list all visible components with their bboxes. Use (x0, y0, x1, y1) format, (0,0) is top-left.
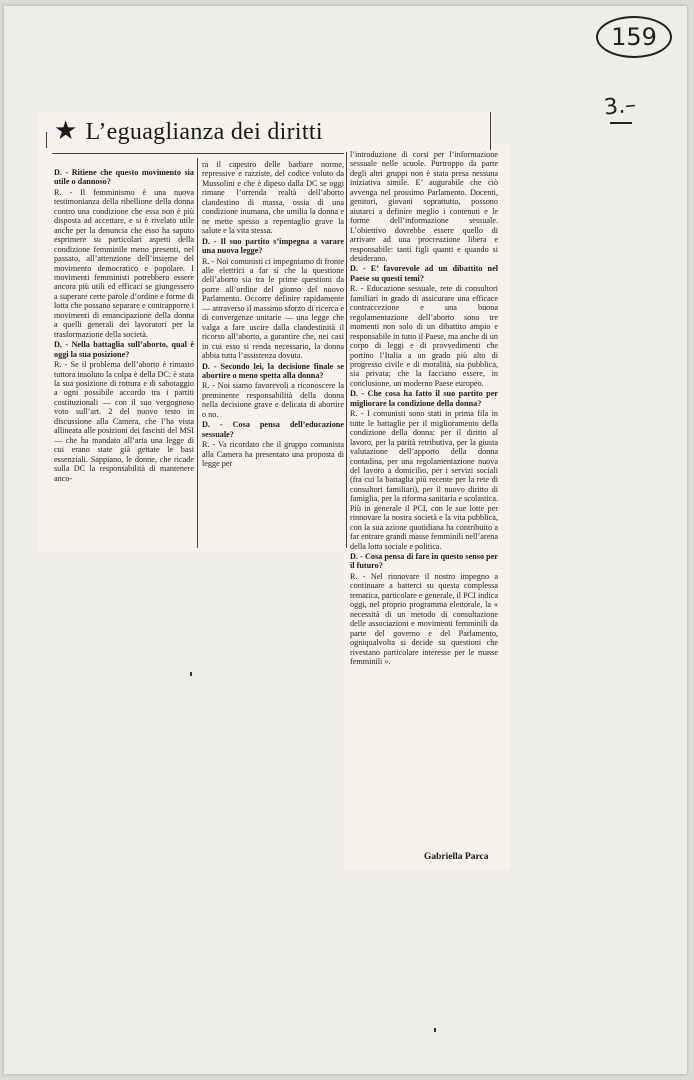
column-rule (346, 152, 347, 548)
star-icon: ★ (54, 116, 78, 145)
article-column-2: ra il capestro delle barbare norme, repressive e razziste, del codice voluto da Mussolini e che è dipeso dalla DC se oggi rimane l’orrenda realtà dell’aborto clandestino di massa, ossia di una condizione inumana, che umilia la donna e ne mette spesso a repentaglio grave la salute e la vita stessa. D. - Il suo partito s’impegna a varare una nuova legge? R. - Noi comunisti ci impegniamo di fronte alle elettrici a far sì che la questione dell’aborto sia tra le prime questioni da porre all’ordine del giorno del nuovo Parlamento. Occorre definire rapidamente — attraverso il massimo sforzo di ricerca e di convergenze unitarie — una legge che valga a fare uscire dalla clandestinità il ricorso all’aborto, a garantire che, nei casi in cui esso si renda necessario, la donna abbia tutta l’assistenza dovuta. D. - Secondo lei, la decisione finale se abortire o meno spetta alla donna? R. - Noi siamo favorevoli a riconoscere la preminente responsabilità della donna nella decisione grave e delicata di abortire o no. D. - Cosa pensa dell’educazione sessuale? R. - Va ricordato che il gruppo comunista alla Camera ha presentato una proposta di legge per (202, 160, 344, 469)
margin-note: 3.– (602, 92, 638, 121)
column-rule (490, 112, 491, 150)
scan-speck (434, 1028, 436, 1032)
article-column-3: l’introduzione di corsi per l’informazione sessuale nelle scuole. Purtroppo da parte degli altri gruppi non è stata presa nessuna iniziativa simile. E’ augurabile che ciò avvenga nel prossimo Parlamento. Docenti, genitori, giovani soprattutto, possono aiutarci a definire meglio i contenuti e le forme dell’informazione sessuale. L’obiettivo dovrebbe essere quello di arrivare ad una procreazione libera e responsabile: tanti figli quanti e quando si desiderano. D. - E’ favorevole ad un dibattito nel Paese su questi temi? R. - Educazione sessuale, rete di consultori familiari in grado di assicurare una efficace contraccezione e una buona regolamentazione dell’aborto sono tre momenti non solo di un dibattito ampio e responsabile in tutto il Paese, ma anche di un corpo di leggi e di provvedimenti che portino l’Italia a un grado più alto di progresso civile e di moralità, sia pubblica, sia privata; che la facciano essere, in conclusione, un moderno Paese europeo. D. - Che cosa ha fatto il suo partito per migliorare la condizione della donna? R. - I comunisti sono stati in prima fila in tutte le battaglie per il miglioramento della condizione della donna: per il diritto al lavoro, per la parità retributiva, per la giusta valutazione dell’apporto della donna contadina, per una regolamentazione nuova del lavoro a domicilio, per i servizi sociali (fra cui la battaglia più recente per la rete di consultori familiari), per il nuovo diritto di famiglia, per la riforma sanitaria e scolastica. Più in generale il PCI, con le sue lotte per rinnovare la nostra società e la vita pubblica, con la sua azione quotidiana ha contribuito a far entrare grandi masse femminili nell’arena della lotta sociale e politica. D. - Cosa pensa di fare in questo senso per il futuro? R. - Nel rinnovare il nostro impegno a continuare a batterci su questa complessa tematica, particolare e generale, il PCI indica oggi, nel proprio programma elettorale, la « necessità di un metodo di consultazione delle associazioni e movimenti femminili da parte del governo e del Parlamento, ogniqualvolta si decide su questioni che rivestano particolare interesse per le masse femminili ». (350, 150, 498, 667)
scan-speck (190, 672, 192, 676)
headline (54, 116, 323, 146)
headline-text: L’eguaglianza dei diritti (85, 119, 323, 145)
column-rule (46, 132, 47, 148)
column-rule (197, 158, 198, 548)
article-column-1: D. - Ritiene che questo movimento sia utile o dannoso? R. - Il femminismo è una nuova testimonianza della ribellione della donna contro una condizione che essa non è più disposta ad accettare, e si è rivelato utile anche per la denuncia che esso ha saputo esprimere su particolari aspetti della condizione femminile meno presenti, nel passato, all’attenzione dell’insieme del movimento democratico e popolare. I movimenti femministi potrebbero essere ancora più utili ed efficaci se giungessero a superare certe parole d’ordine e forme di lotta che possano separare e contrapporre i movimenti di emancipazione della donna a quelli generali dei lavoratori per la trasformazione della società. D. - Nella battaglia sull’aborto, qual è oggi la sua posizione? R. - Se il problema dell’aborto è rimasto tuttora insoluto la colpa è della DC: è stata la sua posizione di rottura e di sabotaggio a ogni possibile accordo tra i partiti costituzionali — con il suo vergognoso voto sull’art. 2 del nuovo testo in discussione alla Camera, che l’ha vista allineata alle posizioni dei fascisti del MSI — che ha mandato all’aria una legge di cui erano state già gettate le basi essenziali. Sappiano, le donne, che ricade sulla DC la responsabilità di mantenere anco- (54, 168, 194, 483)
headline-rule (52, 153, 344, 154)
author-signature: Gabriella Parca (424, 852, 489, 862)
margin-note-underline (610, 122, 632, 124)
page-number: 159 (596, 16, 672, 58)
